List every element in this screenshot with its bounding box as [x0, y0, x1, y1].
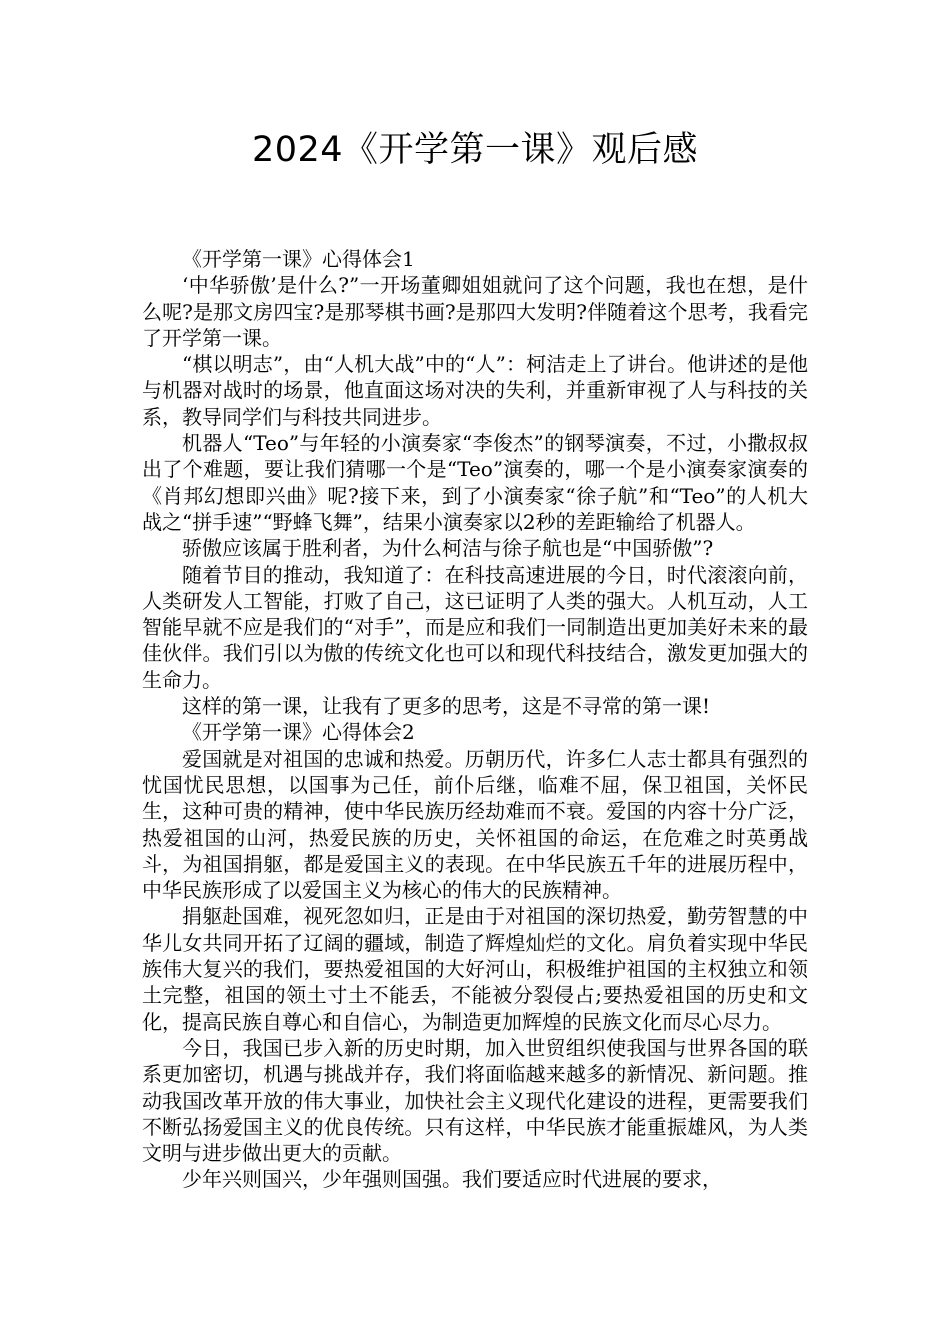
document-body	[142, 246, 808, 1193]
paragraph: 捐躯赴国难，视死忽如归，正是由于对祖国的深切热爱，勤劳智慧的中华儿女共同开拓了辽阔的疆域，制造了辉煌灿烂的文化。肩负着实现中华民族伟大复兴的我们，要热爱祖国的大好河山，积极维护祖国的主权独立和领土完整，祖国的领土寸土不能丢，不能被分裂侵占;要热爱祖国的历史和文化，提高民族自尊心和自信心，为制造更加辉煌的民族文化而尽心尽力。	[142, 904, 808, 1034]
paragraph-section-heading-1: 《开学第一课》心得体会1	[182, 247, 415, 271]
paragraph: 机器人“Teo”与年轻的小演奏家“李俊杰”的钢琴演奏，不过，小撒叔叔出了个难题，要让我们猜哪一个是“Teo”演奏的，哪一个是小演奏家演奏的《肖邦幻想即兴曲》呢?接下来，到了小演奏家“徐子航”和“Teo”的人机大战之“拼手速”“野蜂飞舞”，结果小演奏家以2秒的差距输给了机器人。	[142, 431, 808, 534]
paragraph: 随着节目的推动，我知道了：在科技高速进展的今日，时代滚滚向前，人类研发人工智能，打败了自己，这已证明了人类的强大。人机互动，人工智能早就不应是我们的“对手”，而是应和我们一同制造出更加美好未来的最佳伙伴。我们引以为傲的传统文化也可以和现代科技结合，激发更加强大的生命力。	[142, 562, 808, 692]
paragraph: 这样的第一课，让我有了更多的思考，这是不寻常的第一课!	[182, 694, 711, 719]
paragraph: 今日，我国已步入新的历史时期，加入世贸组织使我国与世界各国的联系更加密切，机遇与挑战并存，我们将面临越来越多的新情况、新问题。推动我国改革开放的伟大事业，加快社会主义现代化建设的进程，更需要我们不断弘扬爱国主义的优良传统。只有这样，中华民族才能重振雄风，为人类文明与进步做出更大的贡献。	[142, 1035, 808, 1166]
paragraph: 爱国就是对祖国的忠诚和热爱。历朝历代，许多仁人志士都具有强烈的忧国忧民思想，以国事为己任，前仆后继，临难不屈，保卫祖国，关怀民生，这种可贵的精神，使中华民族历经劫难而不衰。爱国的内容十分广泛，热爱祖国的山河，热爱民族的历史，关怀祖国的命运，在危难之时英勇战斗，为祖国捐躯，都是爱国主义的表现。在中华民族五千年的进展历程中，中华民族形成了以爱国主义为核心的伟大的民族精神。	[142, 746, 808, 903]
document-title: 2024《开学第一课》观后感	[251, 130, 699, 170]
paragraph: “棋以明志”，由“人机大战”中的“人”：柯洁走上了讲台。他讲述的是他与机器对战时的场景，他直面这场对决的失利，并重新审视了人与科技的关系，教导同学们与科技共同进步。	[142, 352, 808, 429]
paragraph: 骄傲应该属于胜利者，为什么柯洁与徐子航也是“中国骄傲”?	[182, 536, 714, 561]
paragraph: ‘中华骄傲’是什么?”一开场董卿姐姐就问了这个问题，我也在想，是什么呢?是那文房四宝?是那琴棋书画?是那四大发明?伴随着这个思考，我看完了开学第一课。	[142, 273, 808, 350]
paragraph: 少年兴则国兴，少年强则国强。我们要适应时代进展的要求，	[182, 1167, 722, 1192]
paragraph-section-heading-2: 《开学第一课》心得体会2	[182, 720, 415, 745]
